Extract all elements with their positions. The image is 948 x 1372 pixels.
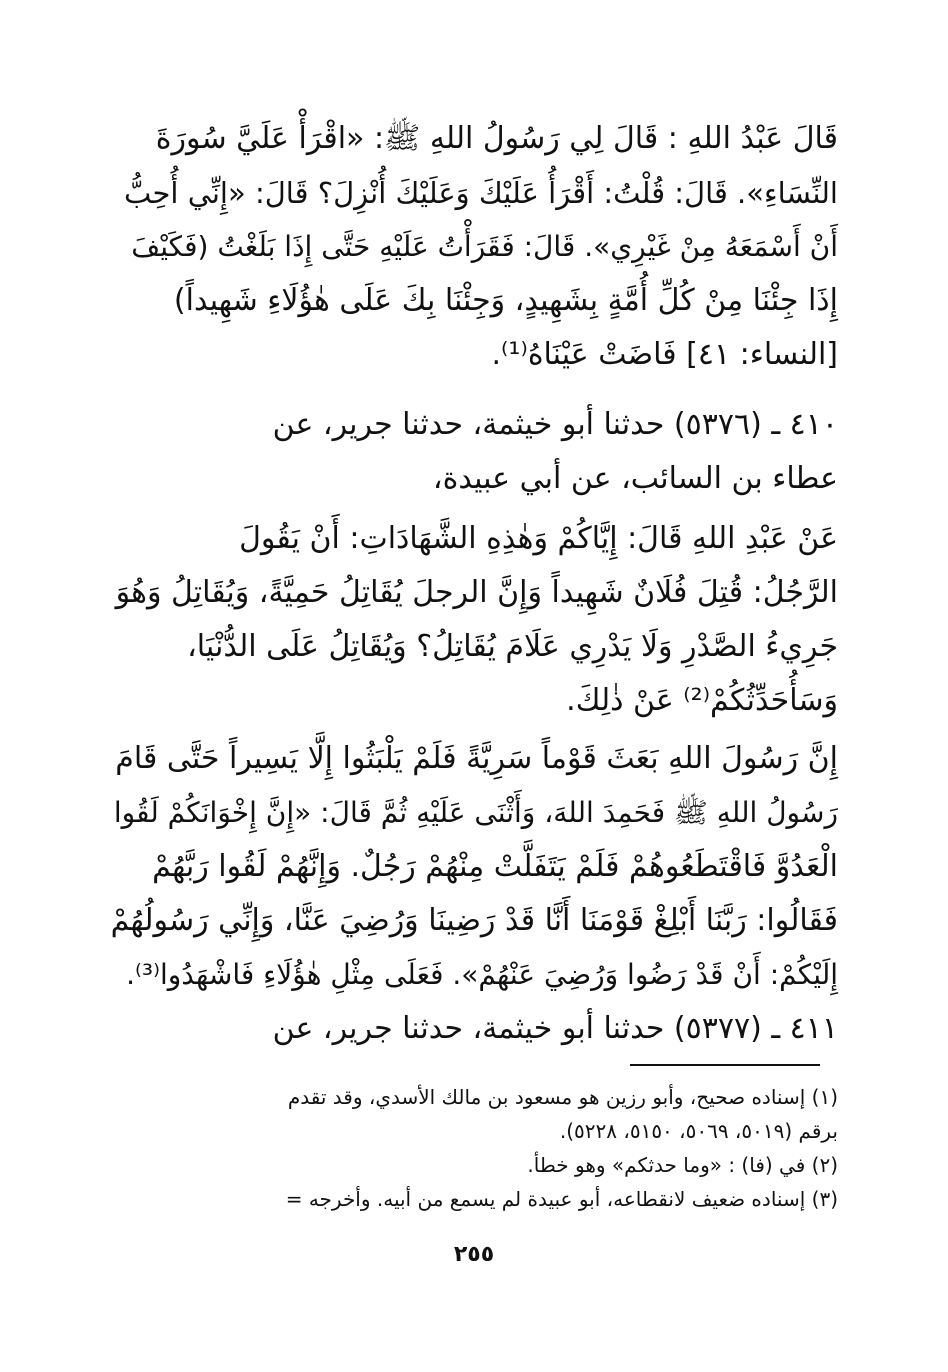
hadith-410-matn-part1 bbox=[108, 512, 838, 728]
footnote-line: (١) إسناده صحيح، وأبو رزين هو مسعود بن مالك الأسدي، وقد تقدم bbox=[287, 1085, 838, 1109]
footnote-line: (٣) إسناده ضعيف لانقطاعه، أبو عبيدة لم يسمع من أبيه. وأخرجه = bbox=[285, 1187, 838, 1211]
text-line: إِنَّ رَسُولَ اللهِ بَعَثَ قَوْماً سَرِيَّةً فَلَمْ يَلْبَثُوا إِلَّا يَسِيراً حَتَّى قَامَ bbox=[115, 741, 838, 776]
isnad-line: ٤١١ ـ (٥٣٧٧) حدثنا أبو خيثمة، حدثنا جرير، عن bbox=[272, 1011, 838, 1046]
isnad-line: عطاء بن السائب، عن أبي عبيدة، bbox=[432, 461, 838, 496]
text-line: فَقَالُوا: رَبَّنَا أَبْلِغْ قَوْمَنَا أَنَّا قَدْ رَضِينَا وَرُضِيَ عَنَّا، وَإِنِّي رَسُولُهُمْ bbox=[110, 903, 838, 938]
text-line: أَنْ أَسْمَعَهُ مِنْ غَيْرِي». قَالَ: فَقَرَأْتُ عَلَيْهِ حَتَّى إِذَا بَلَغْتُ (فَكَيْفَ bbox=[131, 230, 838, 263]
text-line: رَسُولُ اللهِ ﷺ فَحَمِدَ اللهَ، وَأَثْنَى عَلَيْهِ ثُمَّ قَالَ: «إِنَّ إِخْوَانَكُمْ لَقُوا bbox=[113, 796, 838, 829]
text-line: عَنْ عَبْدِ اللهِ قَالَ: إِيَّاكُمْ وَهٰذِهِ الشَّهَادَاتِ: أَنْ يَقُولَ bbox=[239, 521, 838, 556]
text-line: وَسَأُحَدِّثُكُمْ⁽²⁾ عَنْ ذٰلِكَ. bbox=[566, 683, 838, 718]
page-number: ٢٥٥ bbox=[453, 1242, 495, 1267]
footnotes bbox=[108, 1080, 838, 1216]
text-line: جَرِيءُ الصَّدْرِ وَلَا يَدْرِي عَلَامَ يُقَاتِلُ؟ وَيُقَاتِلُ عَلَى الدُّنْيَا، bbox=[187, 629, 838, 664]
hadith-409-text bbox=[108, 112, 838, 382]
text-line: قَالَ عَبْدُ اللهِ : قَالَ لِي رَسُولُ اللهِ ﷺ: «اقْرَأْ عَلَيَّ سُورَةَ bbox=[155, 121, 838, 156]
text-line: الرَّجُلُ: قُتِلَ فُلَانٌ شَهِيداً وَإِنَّ الرجلَ يُقَاتِلُ حَمِيَّةً، وَيُقَاتِلُ وَهُوَ bbox=[115, 575, 838, 610]
hadith-410-isnad bbox=[108, 398, 838, 506]
text-line: [النساء: ٤١] فَاضَتْ عَيْنَاهُ⁽¹⁾. bbox=[491, 337, 838, 372]
hadith-410-matn-part2 bbox=[108, 732, 838, 1002]
footnote-divider bbox=[630, 1064, 820, 1066]
isnad-line: ٤١٠ ـ (٥٣٧٦) حدثنا أبو خيثمة، حدثنا جرير، عن bbox=[272, 407, 838, 442]
hadith-411-isnad bbox=[108, 1002, 838, 1056]
footnote-line: برقم (٥٠١٩، ٥٠٦٩، ٥١٥٠، ٥٢٢٨). bbox=[559, 1119, 838, 1143]
footnote-line: (٢) في (فا) : «وما حدثكم» وهو خطأ. bbox=[527, 1153, 838, 1177]
text-line: النِّسَاءِ». قَالَ: قُلْتُ: أَقْرَأُ عَلَيْكَ وَعَلَيْكَ أُنْزِلَ؟ قَالَ: «إِنِّي أُحِبُّ bbox=[124, 176, 838, 210]
text-line: الْعَدُوَّ فَاقْتَطَعُوهُمْ فَلَمْ يَتَفَلَّتْ مِنْهُمْ رَجُلٌ. وَإِنَّهُمْ لَقُوا رَبَّهُمْ bbox=[152, 849, 838, 884]
text-line: إِلَيْكُمْ: أَنْ قَدْ رَضُوا وَرُضِيَ عَنْهُمْ». فَعَلَى مِثْلِ هٰؤُلَاءِ فَاشْهَدُوا⁽³⁾. bbox=[126, 958, 838, 991]
text-line: إِذَا جِئْنَا مِنْ كُلِّ أُمَّةٍ بِشَهِيدٍ، وَجِئْنَا بِكَ عَلَى هٰؤُلَاءِ شَهِيداً) bbox=[173, 283, 838, 318]
